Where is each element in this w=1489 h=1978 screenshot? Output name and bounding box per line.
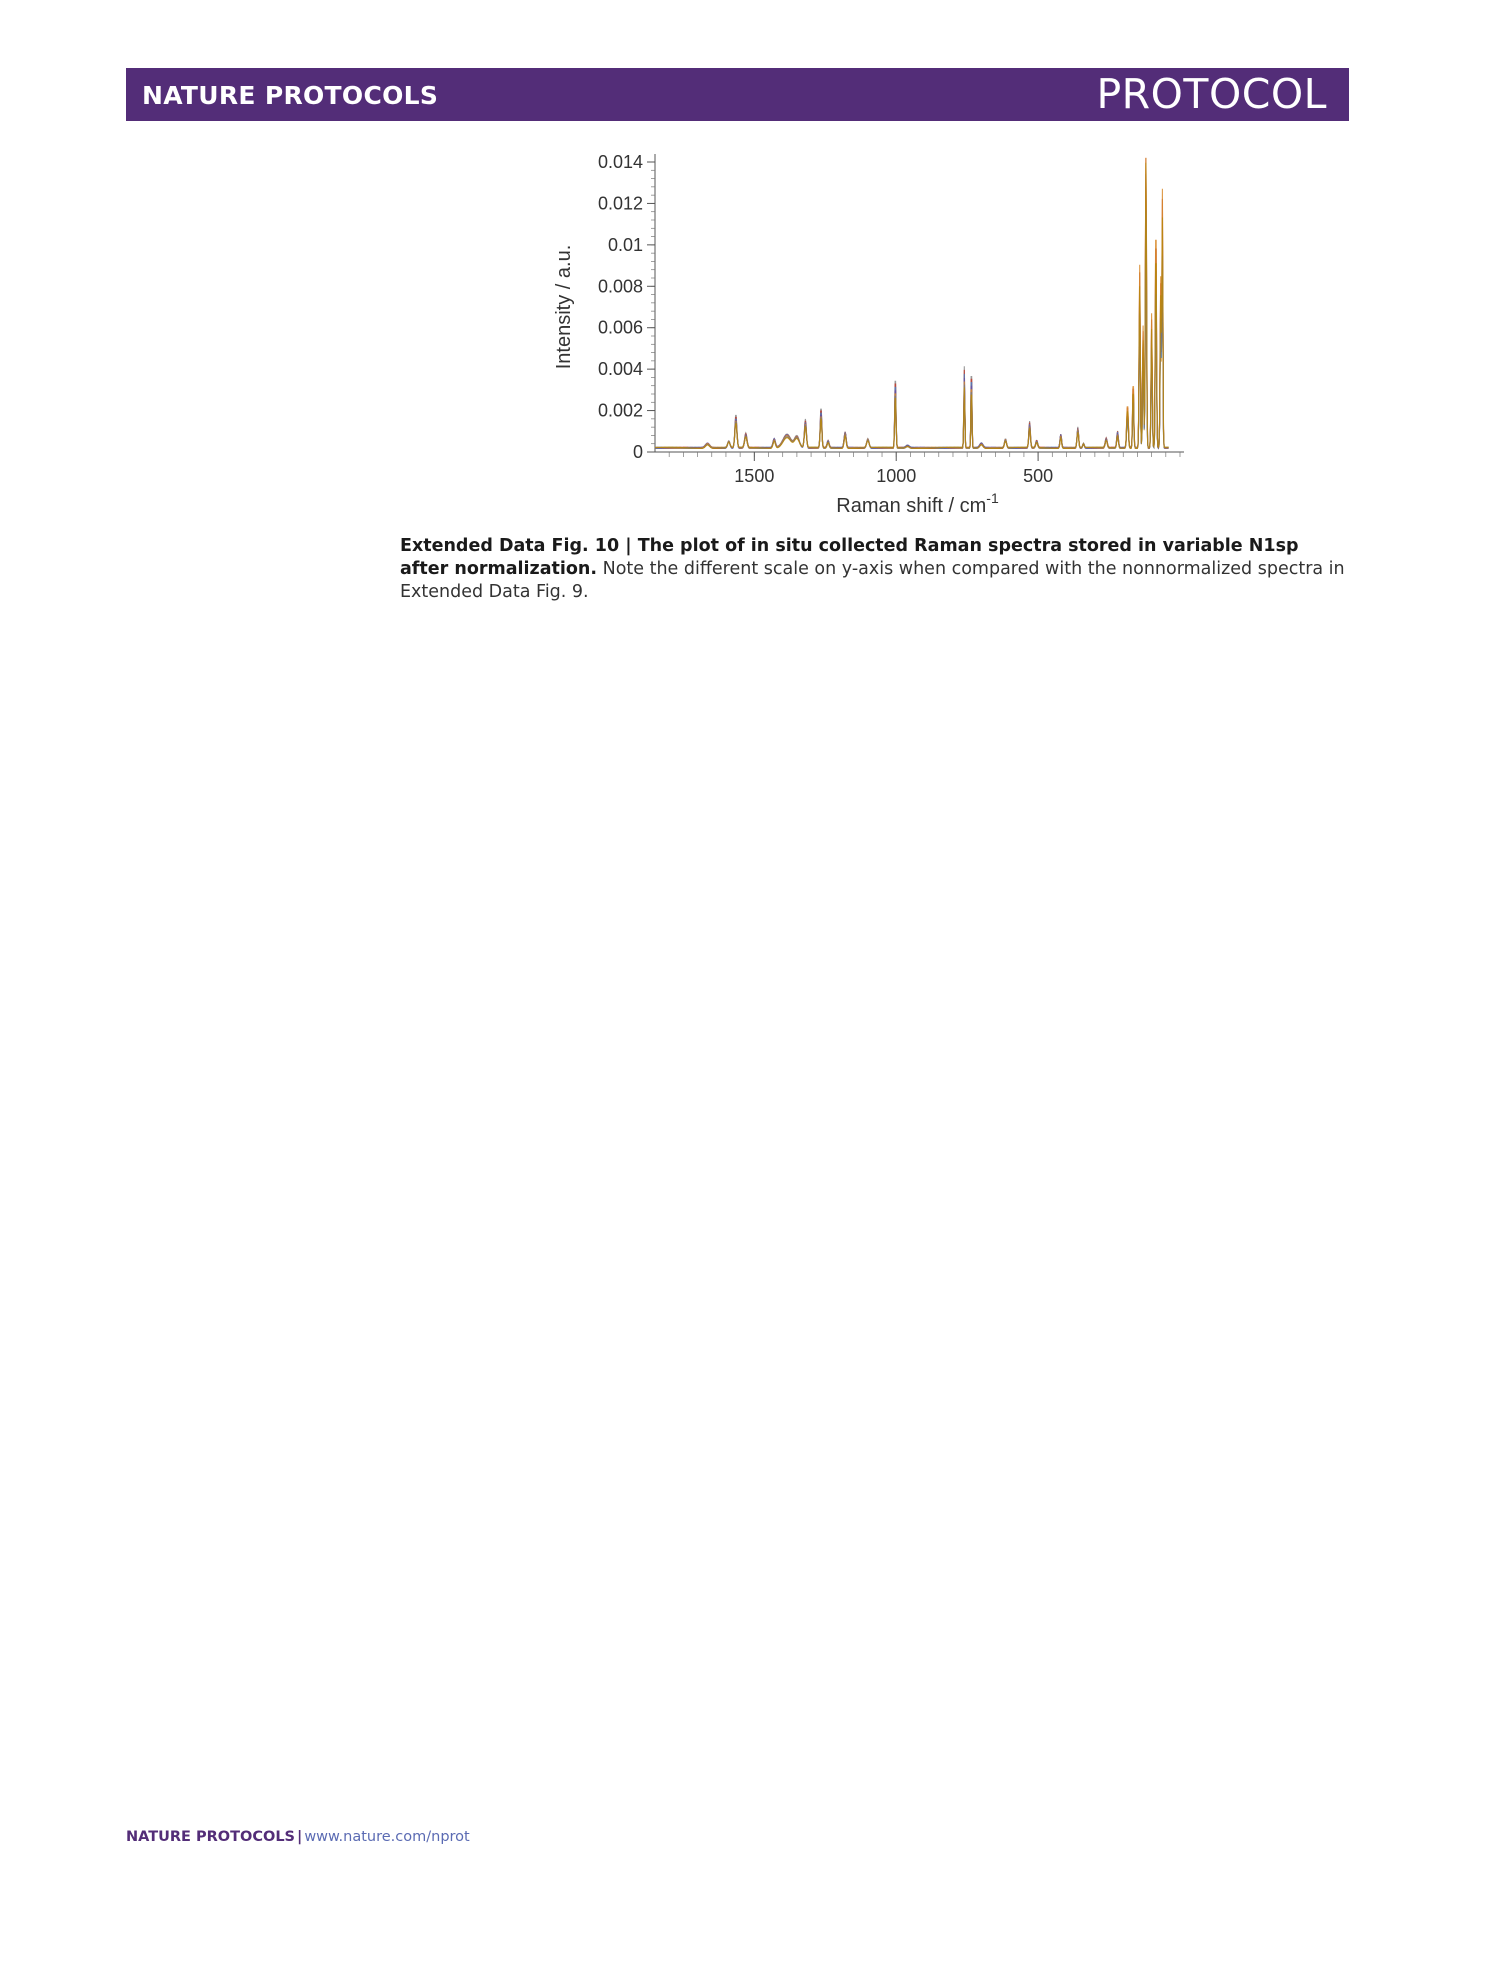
figure-caption — [400, 535, 1350, 604]
x-axis-label-superscript: -1 — [986, 490, 999, 506]
spectrum-line — [655, 187, 1169, 449]
spectrum-line — [655, 163, 1169, 449]
spectrum-line — [655, 174, 1169, 449]
journal-header-bar — [126, 68, 1349, 121]
caption-title: Extended Data Fig. 10 | The plot of in situ collected Raman spectra stored in variable N1sp after normalization. — [400, 536, 1299, 579]
y-tick-label: 0.014 — [597, 152, 643, 172]
y-tick-label: 0.006 — [597, 317, 643, 338]
y-axis-label: Intensity / a.u. — [553, 244, 575, 370]
x-tick-label: 1000 — [876, 466, 917, 486]
journal-name: NATURE PROTOCOLS — [142, 81, 439, 110]
y-tick-label: 0.012 — [597, 193, 643, 214]
y-tick-label: 0.002 — [597, 400, 643, 421]
x-tick-label: 1500 — [734, 466, 775, 486]
spectrum-line — [655, 235, 1169, 449]
y-tick-label: 0 — [632, 442, 643, 462]
raman-spectra-chart — [540, 140, 1200, 530]
footer-url[interactable]: www.nature.com/nprot — [304, 1829, 470, 1845]
x-tick-label: 500 — [1023, 466, 1054, 486]
y-tick-label: 0.008 — [597, 276, 643, 297]
page-footer — [126, 1829, 470, 1845]
raman-spectra-figure — [540, 140, 1200, 530]
article-type: PROTOCOL — [1096, 70, 1327, 118]
caption-body: Note the different scale on y-axis when compared with the nonnormalized spectra in Extended Data Fig. 9. — [400, 559, 1345, 602]
y-tick-label: 0.01 — [607, 234, 643, 255]
footer-journal: NATURE PROTOCOLS — [126, 1829, 296, 1845]
spectrum-line — [655, 223, 1169, 449]
spectrum-line — [655, 158, 1169, 449]
footer-separator: | — [297, 1829, 303, 1845]
spectrum-line — [655, 210, 1169, 448]
y-tick-label: 0.004 — [597, 359, 643, 380]
spectrum-line — [655, 158, 1169, 449]
x-axis-label: Raman shift / $cm^{-1}$ — [836, 490, 999, 517]
